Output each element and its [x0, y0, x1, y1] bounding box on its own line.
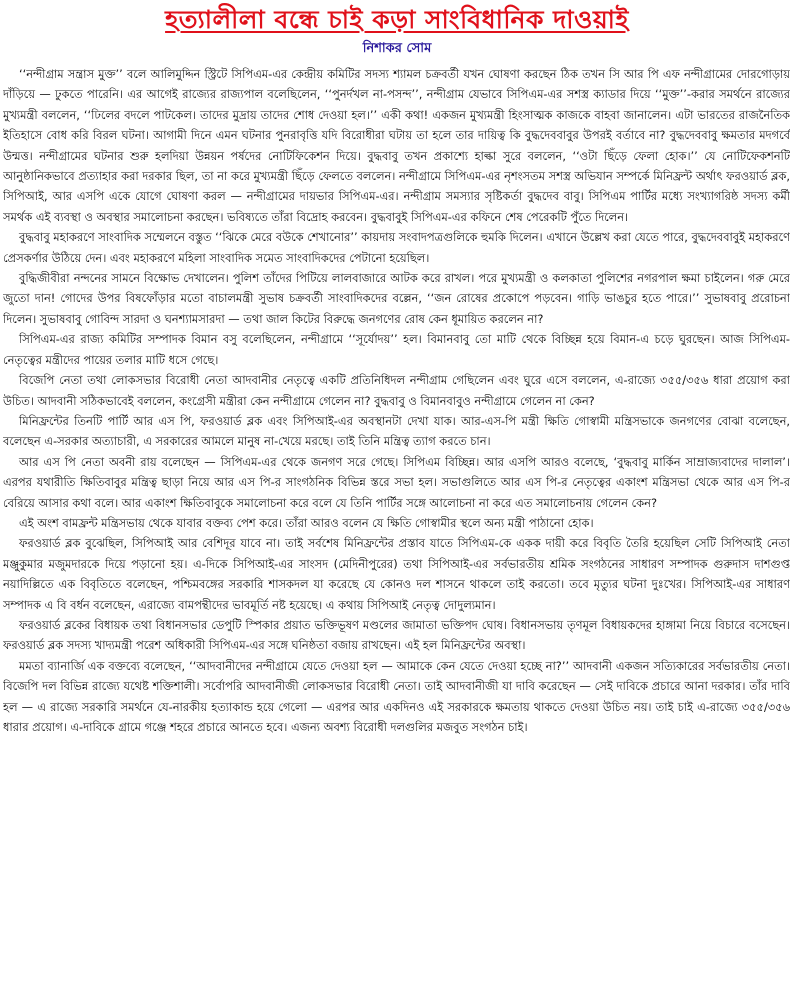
paragraph: ফরওয়ার্ড ব্লক বুঝেছিল, সিপিআই আর বেশিদূর যাবে না। তাই সর্বশেষ মিনিফ্রন্টের প্রস্তাব যাতে সিপিএম-কে একক দায়ী করে বিবৃতি তৈরি হয়েছিল সেটি সিপিআই নেতা মঞ্জুকুমার মজুমদারকে দিয়ে পড়ানো হয়। এ-দিকে সিপিআই-এর সাংসদ (মেদিনীপুরের) তথা সিপিআই-এর সর্বভারতীয় শ্রমিক সংগঠনের সাধারণ সম্পাদক গুরুদাস দাশগুপ্ত নয়াদিল্লিতে এক বিবৃতিতে বলেছেন, পশ্চিমবঙ্গের সরকারি শাসকদল যা করেছে যে কোনও দল শাসনে থাকলে তাই করতো। তবে মৃত্যুর ঘটনা দুঃখের। সিপিআই-এর সাধারণ সম্পাদক এ বি বর্ধন বলেছেন, এরাজ্যে বামপন্থীদের ভাবমূর্তি নষ্ট হয়েছে। এ কথায় সিপিআই নেতৃত্ব দোদুল্যমান। — [3, 536, 790, 612]
paragraph: বুদ্ধবাবু মহাকরণে সাংবাদিক সম্মেলনে বস্তুত ‘‘ঝিকে মেরে বউকে শেখানোর’’ কায়দায় সংবাদপত্রগুলিকে হুমকি দিলেন। এখানে উল্লেখ করা যেতে পারে, বুদ্ধদেববাবুই মহাকরণে প্রেসকর্ণার উঠিয়ে দেন। এবং মহাকরণে মহিলা সাংবাদিক সমেত সাংবাদিকদের পেটানো হয়েছিল। — [3, 230, 790, 265]
paragraph: এই অংশ বামফ্রন্ট মন্ত্রিসভায় থেকে যাবার বক্তব্য পেশ করে। তাঁরা আরও বলেন যে ক্ষিতি গোস্বামীর স্থলে অন্য মন্ত্রী পাঠানো হোক। — [19, 515, 594, 530]
article-author: নিশাকর সোম — [362, 41, 432, 56]
paragraph: ‘‘নন্দীগ্রাম সন্ত্রাস মুক্ত’’ বলে আলিমুদ্দিন স্ট্রিটে সিপিএম-এর কেন্দ্রীয় কমিটির সদস্য শ্যামল চক্রবর্তী যখন ঘোষণা করছেন ঠিক তখন সি আর পি এফ নন্দীগ্রামের দোরগোড়ায় দাঁড়িয়ে — ঢুকতে পারেনি। এর আগেই রাজ্যের রাজ্যপাল বলেছিলেন, ‘‘পুনর্দখল না-পসন্দ’’, নন্দীগ্রাম যেভাবে সিপিএম-এর সশস্ত্র ক্যাডার দিয়ে ‘‘মুক্ত’’-করার সমর্থনে রাজ্যের মুখ্যমন্ত্রী বললেন, ‘‘ঢিলের বদলে পাটকেল। তাদের মুদ্রায় তাদের শোধ দেওয়া হল।’’ একী কথা! একজন মুখ্যমন্ত্রী হিংসাত্মক কাজকে বাহবা জানালেন। এটা ভারতের রাজনৈতিক ইতিহাসে বোধ করি বিরল ঘটনা। আগামী দিনে এমন ঘটনার পুনরাবৃত্তি যদি বিরোধীরা ঘটায় তা হলে তার দায়িত্ব কি বুদ্ধদেববাবুর উপরই বর্তাবে না? বুদ্ধদেববাবু ক্ষমতার মদগর্বে উন্মত্ত। নন্দীগ্রামের ঘটনার শুরু হলদিয়া উন্নয়ন পর্ষদের নোটিফিকেশন দিয়ে। বুদ্ধবাবু তখন প্রকাশ্যে হাল্কা সুরে বললেন, ‘‘ওটা ছিঁড়ে ফেলা হোক।’’ যে নোটিফেকশনটি আনুষ্ঠানিকভাবে প্রত্যাহার করা দরকার ছিল, তা না করে মুখ্যমন্ত্রী ছিঁড়ে ফেলতে বললেন। নন্দীগ্রামে সিপিএম-এর নৃশংসতম সশস্ত্র অভিযান সম্পর্কে মিনিফ্রন্ট অর্থাৎ ফরওয়ার্ড ব্লক, সিপিআই, আর এসপি একে যোগে ঘোষণা করল — নন্দীগ্রামের দায়ভার সিপিএম-এর। নন্দীগ্রাম সমস্যার সৃষ্টিকর্তা বুদ্ধদেব বাবু। সিপিএম পার্টির মধ্যে সংখ্যাগরিষ্ঠ সদস্য কর্মী সমর্থক এই ব্যবস্থা ও অবস্থার সমালোচনা করছেন। ভবিষ্যতে তাঁরা বিদ্রোহ করবেন। বুদ্ধবাবুই সিপিএম-এর কফিনে শেষ পেরেকটি পুঁতে দিলেন। — [3, 67, 790, 224]
article-body — [3, 64, 790, 985]
paragraph: ফরওয়ার্ড ব্লকের বিধায়ক তথা বিধানসভার ডেপুটি স্পিকার প্রয়াত ভক্তিভূষণ মণ্ডলের জামাতা ভক্তিপদ ঘোষ। বিধানসভায় তৃণমূল বিধায়কদের হাঙ্গামা নিয়ে বিচারে বসেছেন। ফরওয়ার্ড ব্লক সদস্য খাদ্যমন্ত্রী পরেশ অধিকারী সিপিএম-এর সঙ্গে ঘনিষ্ঠতা বজায় রাখছেন। এই হল মিনিফ্রন্টের অবস্থা। — [3, 617, 790, 653]
paragraph: বিজেপি নেতা তথা লোকসভার বিরোধী নেতা আদবানীর নেতৃত্বে একটি প্রতিনিধিদল নন্দীগ্রাম গেছিলেন এবং ঘুরে এসে বললেন, এ-রাজ্যে ৩৫৫/৩৫৬ ধারা প্রয়োগ করা উচিত। আদবানী সঠিকভাবেই বললেন, কংগ্রেসী মন্ত্রীরা কেন নন্দীগ্রামে গেলেন না? বুদ্ধবাবু ও বিমানবাবুও নন্দীগ্রামে গেলেন না কেন? — [3, 373, 790, 408]
paragraph: মমতা ব্যানার্জি এক বক্তব্যে বলেছেন, ‘‘আদবানীদের নন্দীগ্রামে যেতে দেওয়া হল — আমাকে কেন যেতে দেওয়া হচ্ছে না?’’ আদবানী একজন সত্যিকারের সর্বভারতীয় নেতা। বিজেপি দল বিভিন্ন রাজ্যে যথেষ্ট শক্তিশালী। সর্বোপরি আদবানীজী লোকসভার বিরোধী নেতা। তাই আদবানীজী যা দাবি করেছেন — সেই দাবিকে প্রচারে আনা দরকার। তাঁর দাবি হল — এ রাজ্যে সরকারি সমর্থনে যে-নারকীয় হত্যাকান্ড হয়ে গেলো — এরপর আর একদিনও এই সরকারকে ক্ষমতায় থাকতে দেওয়া উচিত নয়। তাই চাই এ-রাজ্যে ৩৫৫/৩৫৬ ধারার প্রয়োগ। এ-দাবিকে গ্রামে গঞ্জে শহরে প্রচারে আনতে হবে। এজন্য অবশ্য বিরোধী দলগুলির মজবুত সংগঠন চাই। — [3, 658, 790, 734]
paragraph: আর এস পি নেতা অবনী রায় বলেছেন — সিপিএম-এর থেকে জনগণ সরে গেছে। সিপিএম বিচ্ছিন্ন। আর এসপি আরও বলেছে, ‘বুদ্ধবাবু মার্কিন সাম্রাজ্যবাদের দালাল’। এরপর যথারীতি ক্ষিতিবাবুর মন্ত্রিত্ব ছাড়া নিয়ে আর এস পি-র সাংগঠনিক বিভিন্ন স্তরে সভা হল। সভাগুলিতে আর এস পি-র নেতৃত্বের একাংশ মন্ত্রিসভা থেকে আর এস পি-র বেরিয়ে আসার কথা বলে। আর একাংশ ক্ষিতিবাবুকে সমালোচনা করে বলে যে তিনি পার্টির সঙ্গে আলোচনা না করে এত সমালোচনায় গেলেন কেন? — [3, 454, 790, 510]
paragraph: সিপিএম-এর রাজ্য কমিটির সম্পাদক বিমান বসু বলেছিলেন, নন্দীগ্রামে ‘‘সূর্যোদয়’’ হল। বিমানবাবু তো মাটি থেকে বিচ্ছিন্ন হয়ে বিমান-এ চড়ে ঘুরছেন। আজ সিপিএম- নেতৃত্বের মন্ত্রীদের পায়ের তলার মাটি ধসে গেছে। — [3, 332, 790, 367]
article-title: হত্যালীলা বন্ধে চাই কড়া সাংবিধানিক দাওয়াই — [165, 5, 629, 34]
paragraph: মিনিফ্রন্টের তিনটি পার্টি আর এস পি, ফরওয়ার্ড ব্লক এবং সিপিআই-এর অবস্থানটা দেখা যাক। আর-এস-পি মন্ত্রী ক্ষিতি গোস্বামী মন্ত্রিসভাকে জনগণের বোঝা বলেছেন, বলেছেন এ-সরকার অত্যাচারী, এ সরকারের আমলে মানুষ না-খেয়ে মরছে। তাই তিনি মন্ত্রিত্ব ত্যাগ করতে চান। — [3, 413, 790, 449]
paragraph: বুদ্ধিজীবীরা নন্দনের সামনে বিক্ষোভ দেখালেন। পুলিশ তাঁদের পিটিয়ে লালবাজারে আটক করে রাখল। পরে মুখ্যমন্ত্রী ও কলকাতা পুলিশের নগরপাল ক্ষমা চাইলেন। গরু মেরে জুতো দান! গোদের উপর বিষফোঁড়ার মতো বাচালমন্ত্রী সুভাষ চক্রবর্তী সাংবাদিকদের বল্লেন, ‘‘জন রোষের প্রকোপে পড়বেন। গাড়ি ভাঙচুর হতে পারে।’’ সুভাষবাবু প্ররোচনা দিলেন। সুভাষবাবু গোবিন্দ সারদা ও ঘনশ্যামসারদা — তথা জাল কিটের বিরুদ্ধে জনগণের রোষ কেন ধূমায়িত করলেন না? — [3, 271, 790, 326]
